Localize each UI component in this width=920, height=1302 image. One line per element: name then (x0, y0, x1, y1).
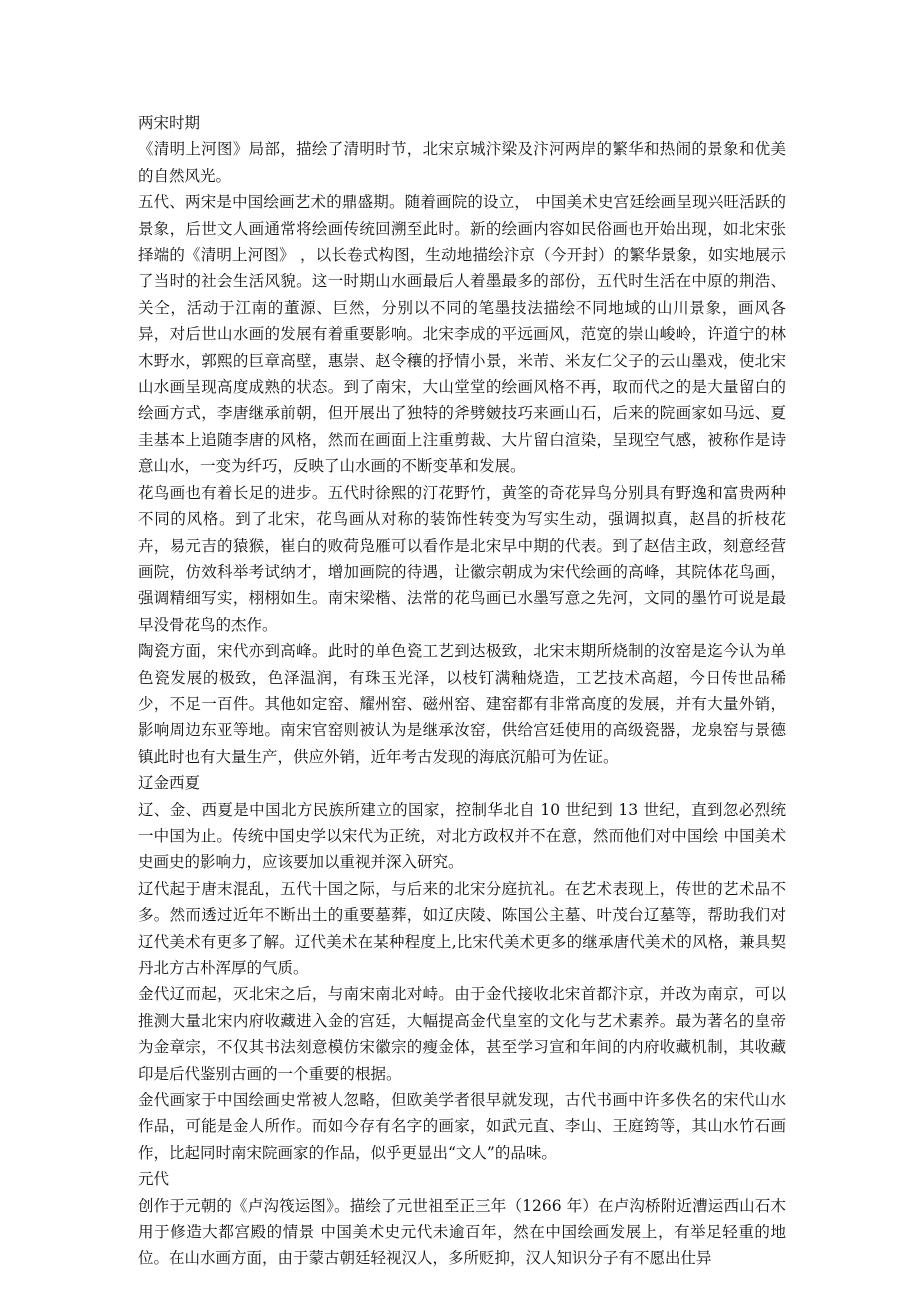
document-page (138, 110, 786, 1272)
paragraph: 金代画家于中国绘画史常被人忽略，但欧美学者很早就发现，古代书画中许多佚名的宋代山水作品，可能是金人所作。而如今存有名字的画家，如武元直、李山、王庭筠等，其山水竹石画作，比起同时南宋院画家的作品，似乎更显出“文人”的品味。 (138, 1091, 786, 1162)
paragraph: 创作于元朝的《卢沟筏运图》。描绘了元世祖至正三年（1266 年）在卢沟桥附近漕运西山石木用于修造大都宫殿的情景 中国美术史元代未逾百年，然在中国绘画发展上，有举足轻重的地位。在山水画方面，由于蒙古朝廷轻视汉人，多所贬抑，汉人知识分子有不愿出仕异 (138, 1196, 786, 1268)
section-liao-jin-xixia (138, 770, 786, 1166)
section-heading: 两宋时期 (138, 114, 201, 132)
paragraph: 辽代起于唐末混乱，五代十国之际，与后来的北宋分庭抗礼。在艺术表现上，传世的艺术品不多。然而透过近年不断出土的重要墓葬，如辽庆陵、陈国公主墓、叶茂台辽墓等，帮助我们对辽代美术有更多了解。辽代美术在某种程度上,比宋代美术更多的继承唐代美术的风格，兼具契丹北方古朴浑厚的气质。 (138, 879, 786, 977)
section-song (138, 110, 786, 770)
section-yuan (138, 1166, 786, 1272)
paragraph: 五代、两宋是中国绘画艺术的鼎盛期。随着画院的设立， 中国美术史宫廷绘画呈现兴旺活跃的景象，后世文人画通常将绘画传统回溯至此时。新的绘画内容如民俗画也开始出现，如北宋张择端的《清明上河图》 ，以长卷式构图，生动地描绘汴京（今开封）的繁华景象，如实地展示了当时的社会生活风貌。这一时期山水画最后人着墨最多的部份，五代时生活在中原的荆浩、关仝，活动于江南的董源、巨然，分别以不同的笔墨技法描绘不同地域的山川景象，画风各异，对后世山水画的发展有着重要影响。北宋李成的平远画风，范宽的崇山峻岭，许道宁的林木野水，郭熙的巨章高壁，惠崇、赵令穰的抒情小景，米芾、米友仁父子的云山墨戏，使北宋山水画呈现高度成熟的状态。到了南宋，大山堂堂的绘画风格不再，取而代之的是大量留白的绘画方式，李唐继承前朝，但开展出了独特的斧劈皴技巧来画山石，后来的院画家如马远、夏圭基本上追随李唐的风格，然而在画面上注重剪裁、大片留白渲染，呈现空气感，被称作是诗意山水，一变为纤巧，反映了山水画的不断变革和发展。 (138, 193, 786, 476)
paragraph: 陶瓷方面，宋代亦到高峰。此时的单色瓷工艺到达极致，北宋末期所烧制的汝窑是迄今认为单色瓷发展的极致，色泽温润，有珠玉光泽，以枝钉满釉烧造，工艺技术高超，今日传世品稀少，不足一百件。其他如定窑、耀州窑、磁州窑、建窑都有非常高度的发展，并有大量外销，影响周边东亚等地。南宋官窑则被认为是继承汝窑，供给宫廷使用的高级瓷器，龙泉窑与景德镇此时也有大量生产，供应外销，近年考古发现的海底沉船可为佐证。 (138, 642, 786, 766)
paragraph: 花鸟画也有着长足的进步。五代时徐熙的汀花野竹，黄筌的奇花异鸟分别具有野逸和富贵两种不同的风格。到了北宋，花鸟画从对称的装饰性转变为写实生动，强调拟真，赵昌的折枝花卉，易元吉的猿猴，崔白的败荷凫雁可以看作是北宋早中期的代表。到了赵佶主政，刻意经营画院，仿效科举考试纳才，增加画院的待遇，让徽宗朝成为宋代绘画的高峰，其院体花鸟画，强调精细写实，栩栩如生。南宋梁楷、法常的花鸟画已水墨写意之先河，文同的墨竹可说是最早没骨花鸟的杰作。 (138, 483, 786, 634)
paragraph: 辽、金、西夏是中国北方民族所建立的国家，控制华北自 10 世纪到 13 世纪，直到忽必烈统一中国为止。传统中国史学以宋代为正统，对北方政权并不在意，然而他们对中国绘 中国美术史画史的影响力，应该要加以重视并深入研究。 (138, 800, 786, 872)
paragraph: 《清明上河图》局部，描绘了清明时节，北宋京城汴梁及汴河两岸的繁华和热闹的景象和优美的自然风光。 (138, 140, 786, 185)
paragraph: 金代辽而起，灭北宋之后，与南宋南北对峙。由于金代接收北宋首都汴京，并改为南京，可以推测大量北宋内府收藏进入金的宫廷，大幅提高金代皇室的文化与艺术素养。最为著名的皇帝为金章宗，不仅其书法刻意模仿宋徽宗的瘦金体，甚至学习宣和年间的内府收藏机制，其收藏印是后代鉴别古画的一个重要的根据。 (138, 985, 786, 1083)
section-heading: 元代 (138, 1170, 170, 1189)
section-heading: 辽金西夏 (138, 774, 201, 793)
